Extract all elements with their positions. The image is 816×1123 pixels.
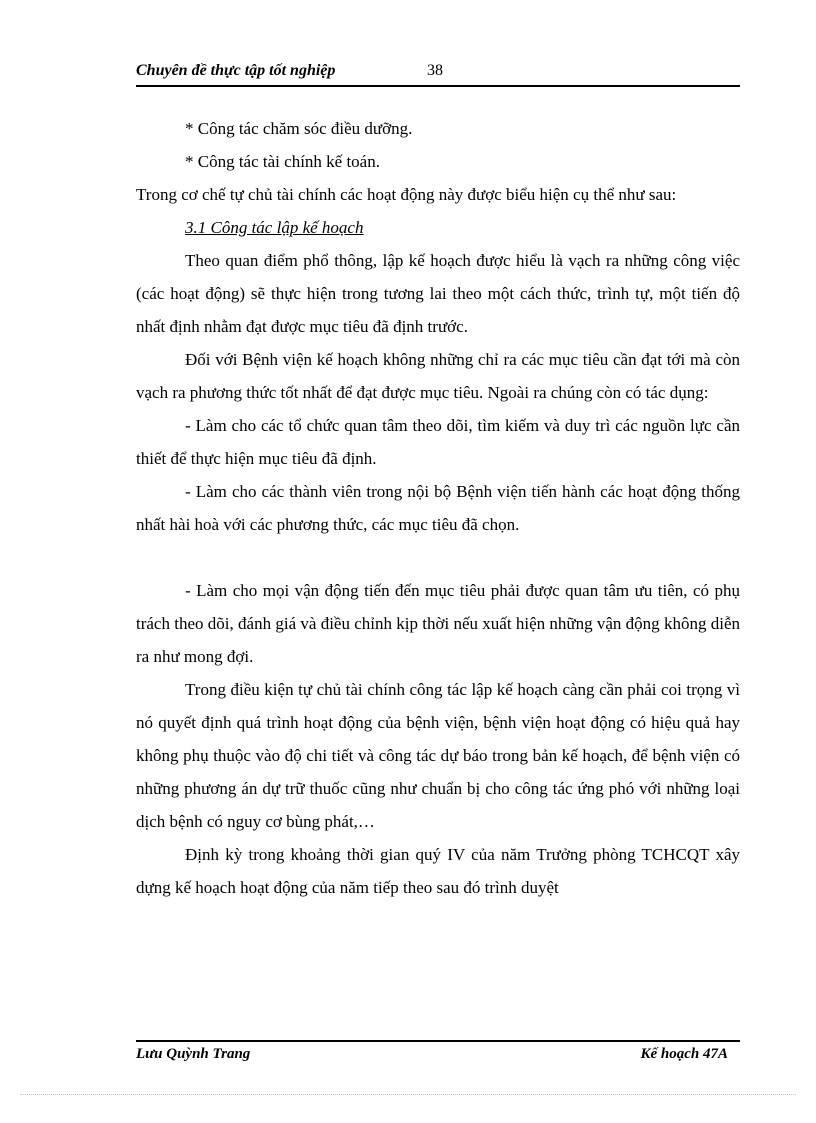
page-number: 38: [427, 62, 443, 79]
footer-author: Lưu Quỳnh Trang: [136, 1046, 251, 1062]
page-footer: [136, 1040, 740, 1069]
list-item-members: - Làm cho các thành viên trong nội bộ Bệnh viện tiến hành các hoạt động thống nhất hài hoà với các phương thức, các mục tiêu đã chọn.: [136, 482, 740, 534]
bullet-item-nursing: * Công tác chăm sóc điều dưỡng.: [185, 119, 413, 138]
section-heading: [136, 211, 740, 244]
section-heading-text: 3.1 Công tác lập kế hoạch: [185, 218, 364, 237]
page-bottom-divider: [20, 1094, 796, 1095]
list-item-priority: - Làm cho mọi vận động tiến đến mục tiêu phải được quan tâm ưu tiên, có phụ trách theo dõi, đánh giá và điều chỉnh kịp thời nếu xuất hiện những vận động không diễn ra như mong đợi.: [136, 581, 740, 666]
paragraph-definition: Theo quan điểm phổ thông, lập kế hoạch được hiểu là vạch ra những công việc (các hoạt động) sẽ thực hiện trong tương lai theo một cách thức, trình tự, một tiến độ nhất định nhằm đạt được mục tiêu đã định trước.: [136, 251, 740, 336]
paragraph-hospital-plan: Đối với Bệnh viện kế hoạch không những chỉ ra các mục tiêu cần đạt tới mà còn vạch ra phương thức tốt nhất để đạt được mục tiêu. Ngoài ra chúng còn có tác dụng:: [136, 350, 740, 402]
list-item-resources: - Làm cho các tổ chức quan tâm theo dõi, tìm kiếm và duy trì các nguồn lực cần thiết để thực hiện mục tiêu đã định.: [136, 416, 740, 468]
header-title: Chuyên đề thực tập tốt nghiệp: [136, 62, 336, 79]
page-header: [136, 61, 740, 87]
paragraph-autonomy: Trong điều kiện tự chủ tài chính công tác lập kế hoạch càng cần phải coi trọng vì nó quyết định quá trình hoạt động của bệnh viện, bệnh viện hoạt động có hiệu quả hay không phụ thuộc vào độ chi tiết và công tác dự báo trong bản kế hoạch, để bệnh viện có những phương án dự trữ thuốc cũng như chuẩn bị cho công tác ứng phó với những loại dịch bệnh có nguy cơ bùng phát,…: [136, 680, 740, 831]
footer-class: Kế hoạch 47A: [640, 1046, 728, 1062]
paragraph-intro: Trong cơ chế tự chủ tài chính các hoạt động này được biểu hiện cụ thể như sau:: [136, 185, 677, 204]
blank-line: [136, 541, 740, 574]
document-body: [136, 112, 740, 904]
paragraph-periodic: Định kỳ trong khoảng thời gian quý IV của năm Trưởng phòng TCHCQT xây dựng kế hoạch hoạt động của năm tiếp theo sau đó trình duyệt: [136, 845, 740, 897]
bullet-item-finance: * Công tác tài chính kế toán.: [185, 152, 380, 171]
